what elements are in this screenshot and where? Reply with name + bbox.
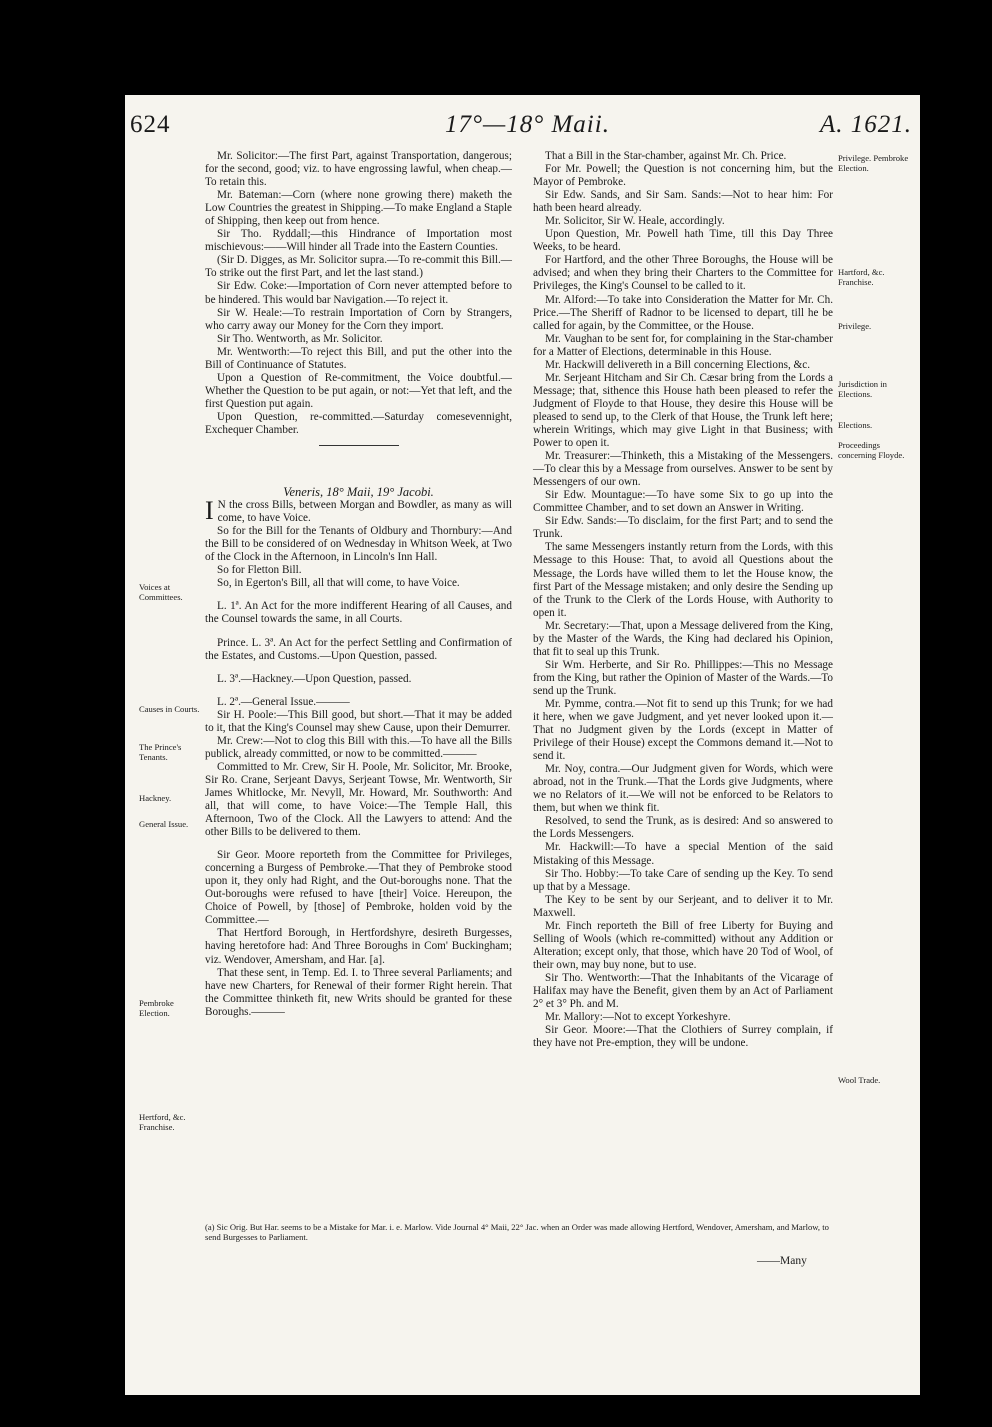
paragraph: Sir Tho. Hobby:—To take Care of sending up the Key. To send up that by a Message. [533,867,833,893]
paragraph: Mr. Wentworth:—To reject this Bill, and put the other into the Bill of Continuance of Statutes. [205,345,512,371]
paragraph: Mr. Pymme, contra.—Not fit to send up this Trunk; for we had it here, when we gave Judgment, and yet never looked upon it.—That no Judgment given by the Lords (except in Matter of Privilege of their House) except the Commons demand it.—Not to send it. [533,697,833,763]
paragraph: The same Messengers instantly return from the Lords, with this Message to this House: That, to avoid all Questions about the Message, the Lords have willed them to let the House know, the first Part of the Message mistaken; and only desire the Sending up of the Trunk to the Clerk of the Lords House, with Authority to open it. [533,541,833,619]
margin-note-jurisdiction: Jurisdiction in Elections. [838,379,887,399]
drop-cap: I [205,496,214,526]
margin-note-causes: Causes in Courts. [139,704,200,714]
paragraph: Resolved, to send the Trunk, as is desired: And so answered to the Lords Messengers. [533,815,833,841]
paragraph: Mr. Secretary:—That, upon a Message delivered from the King, by the Master of the Wards, the King had declared his Opinion, that fit to seal up this Trunk. [533,619,833,658]
paragraph: Mr. Solicitor, Sir W. Heale, accordingly. [545,215,725,228]
left-column [205,150,512,1019]
margin-note-pembroke: Pembroke Election. [139,998,174,1018]
footnote: (a) Sic Orig. But Har. seems to be a Mistake for Mar. i. e. Marlow. Vide Journal 4° Maii, 22° Jac. when an Order was made allowing Hertford, Wendover, Amersham, and Marlow, to send Burgesses to Parliament. [205,1222,829,1242]
margin-note-wool: Wool Trade. [838,1075,881,1085]
paragraph: Sir Edw. Sands:—To disclaim, for the first Part; and to send the Trunk. [533,515,833,541]
paragraph: Sir Geor. Moore:—That the Clothiers of Surrey complain, if they have not Pre-emption, they will be undone. [533,1024,833,1050]
paragraph-prince: Prince. L. 3ª. An Act for the perfect Settling and Confirmation of the Estates, and Customs.—Upon Question, passed. [205,636,512,662]
paragraph: Sir Wm. Herberte, and Sir Ro. Phillippes:—This no Message from the King, but rather the Opinion of Master of the Wards.—To send up the Trunk. [533,658,833,697]
paragraph: Mr. Hackwill delivereth in a Bill concerning Elections, &c. [545,358,811,371]
paragraph: That these sent, in Temp. Ed. I. to Three several Parliaments; and have new Charters, for Renewal of their former Right herein. That the Committee thinketh fit, new Writs should be granted for these Boroughs.——— [205,966,512,1018]
paragraph: So for Fletton Bill. [217,564,302,577]
paragraph: Mr. Serjeant Hitcham and Sir Ch. Cæsar bring from the Lords a Message; that, sithence this House hath been pleased to refer the Judgment of Floyde to that House, they desire this House will be pleased to send up, to the Clerk of that House, the Trunk left here; wherein Writings, which may give Light in that Business; with Power to open it. [533,371,833,450]
paragraph: Mr. Treasurer:—Thinketh, this a Mistaking of the Messengers.—To clear this by a Message from ourselves. Answer to be sent by Messengers of our own. [533,450,833,489]
margin-note-privilege: Privilege. [838,321,872,331]
paragraph: Sir Tho. Ryddall;—this Hindrance of Importation most mischievous:——Will hinder all Trade into the Eastern Counties. [205,228,512,254]
paragraph: For Hartford, and the other Three Boroughs, the House will be advised; and when they bring their Charters to the Committee for Privileges, the King's Counsel to be called to it. [533,254,833,293]
page-number: 624 [130,111,171,138]
paragraph: (Sir D. Digges, as Mr. Solicitor supra.—To re-commit this Bill.—To strike out the first Part, and let the last stand.) [205,254,512,280]
paragraph: Upon Question, re-committed.—Saturday comesevennight, Exchequer Chamber. [205,410,512,436]
paragraph: Mr. Mallory:—Not to except Yorkeshyre. [545,1011,731,1024]
paragraph: So for the Bill for the Tenants of Oldbury and Thornbury:—And the Bill to be considered of on Wednesday in Whitson Week, at Two of the Clock in the Afternoon, in Lincoln's Inn Hall. [205,525,512,564]
margin-note-elections: Elections. [838,420,873,430]
paragraph-hackney: L. 3ª.—Hackney.—Upon Question, passed. [217,672,412,685]
running-head-year: A. 1621. [819,111,912,138]
margin-note-prince: The Prince's Tenants. [139,742,182,762]
paragraph: That a Bill in the Star-chamber, against Mr. Ch. Price. [545,150,787,162]
paragraph-causes: L. 1ª. An Act for the more indifferent Hearing of all Causes, and the Counsel towards the same, in all Courts. [205,600,512,626]
paragraph: Mr. Bateman:—Corn (where none growing there) maketh the Low Countries the greatest in Shipping.—To make England a Staple of Shipping, then keep out from hence. [205,189,512,228]
margin-note-privilege-pembroke: Privilege. Pembroke Election. [838,153,909,173]
paragraph: Mr. Crew:—Not to clog this Bill with this.—To have all the Bills publick, already committed, or now to be committed.——— [205,734,512,760]
paragraph: Mr. Finch reporteth the Bill of free Liberty for Buying and Selling of Wools (which re-committed) without any Addition or Alteration; except only, that those, which have 20 Tod of Wool, of their own, may buy none, but to use. [533,919,833,971]
paragraph: Sir Edw. Coke:—Importation of Corn never attempted before to be hindered. This would bar Navigation.—To reject it. [205,280,512,306]
margin-note-hertford: Hertford, &c. Franchise. [139,1112,186,1132]
margin-note-voices: Voices at Committees. [139,582,183,602]
paragraph: Mr. Alford:—To take into Consideration the Matter for Mr. Ch. Price.—The Sheriff of Radnor to be licensed to depart, till he be called for again, by the Committee, or the House. [533,293,833,332]
paragraph: Upon a Question of Re-commitment, the Voice doubtful.—Whether the Question to be put again, or not:—Yet that left, and the first Question put again. [205,371,512,410]
section-heading: Veneris, 18° Maii, 19° Jacobi. [283,485,434,500]
paragraph: Sir Edw. Sands, and Sir Sam. Sands:—Not to hear him: For hath been heard already. [533,189,833,215]
margin-note-general: General Issue. [139,819,189,829]
paragraph: Sir H. Poole:—This Bill good, but short.—That it may be added to it, that the King's Counsel may shew Cause, upon their Demurrer. [205,708,512,734]
paragraph: L. 2ª.—General Issue.——— [217,695,350,708]
margin-note-proceedings: Proceedings concerning Floyde. [838,440,905,460]
margin-note-hackney: Hackney. [139,793,172,803]
paragraph: Mr. Solicitor:—The first Part, against Transportation, dangerous; for the second, good; viz. to have engrossing lawful, when cheap.—To retain this. [205,150,512,189]
paragraph: Sir Edw. Mountague:—To have some Six to go up into the Committee Chamber, and to set down an Answer in Writing. [533,489,833,515]
paragraph: Mr. Noy, contra.—Our Judgment given for Words, which were abroad, not in the Trunk.—That the Lords give Judgments, where we no Relators of it.—We will not be enforced to be Relators to them, but when we think fit. [533,763,833,815]
paragraph: Sir Tho. Wentworth:—That the Inhabitants of the Vicarage of Halifax may have the Benefit, given them by an Act of Parliament 2° et 3° Ph. and M. [533,971,833,1011]
paragraph: So, in Egerton's Bill, all that will come, to have Voice. [217,577,460,590]
paragraph: Sir Tho. Wentworth, as Mr. Solicitor. [217,332,383,345]
margin-note-hartford: Hartford, &c. Franchise. [838,267,885,287]
running-head-dates: 17°—18° Maii. [445,111,610,138]
book-page [125,95,920,1395]
paragraph: That Hertford Borough, in Hertfordshyre, desireth Burgesses, having heretofore had: And Three Boroughs in Com' Buckingham; viz. Wendover, Amersham, and Har. [a]. [205,927,512,966]
paragraph: Sir Geor. Moore reporteth from the Committee for Privileges, concerning a Burgess of Pembroke.—That they of Pembroke stood upon it, they only had Right, and the Out-boroughs none. That the Out-boroughs were refused to have [their] Voice. Hereupon, the Choice of Powell, by [those] of Pembroke, holden void by the Committee.— [205,849,512,927]
paragraph: For Mr. Powell; the Question is not concerning him, but the Mayor of Pembroke. [533,163,833,189]
section-rule [319,445,399,446]
paragraph: Mr. Vaughan to be sent for, for complaining in the Star-chamber for a Matter of Elections, determinable in this House. [533,332,833,358]
paragraph: Committed to Mr. Crew, Sir H. Poole, Mr. Solicitor, Mr. Brooke, Sir Ro. Crane, Serjeant Davys, Serjeant Towse, Mr. Wentworth, Sir James Whitlocke, Mr. Nevyll, Mr. Howard, Mr. Southworth: And all, that will come, to have Voice:—The Temple Hall, this Afternoon, Two of the Clock. All the Lawyers to attend: And the other Bills to be delivered to them. [205,760,512,839]
opening-paragraph [205,496,512,526]
paragraph: Mr. Hackwill:—To have a special Mention of the said Mistaking of this Message. [533,841,833,867]
opening-text: N the cross Bills, between Morgan and Bowdler, as many as will come, to have Voice. [217,499,512,525]
catchword: ——Many [757,1255,807,1267]
right-column [533,150,833,1050]
paragraph: Upon Question, Mr. Powell hath Time, till this Day Three Weeks, to be heard. [533,228,833,254]
paragraph: Sir W. Heale:—To restrain Importation of Corn by Strangers, who carry away our Money for the Corn they import. [205,306,512,332]
paragraph: The Key to be sent by our Serjeant, and to deliver it to Mr. Maxwell. [533,893,833,919]
